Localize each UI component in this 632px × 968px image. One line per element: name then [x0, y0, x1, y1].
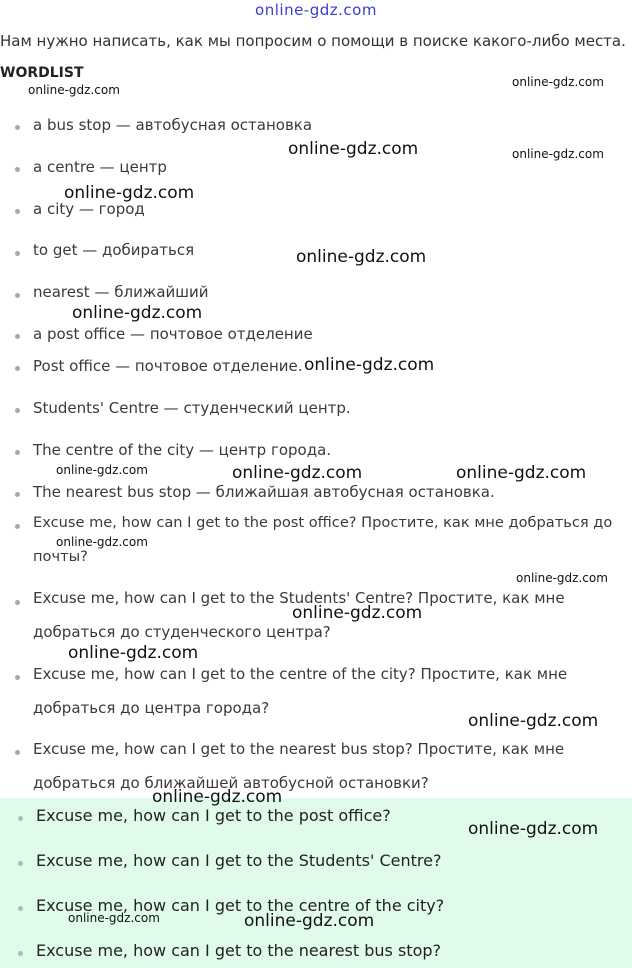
list-item: a centre — центр	[33, 158, 167, 176]
list-item: a city — город	[33, 200, 145, 218]
watermark: online-gdz.com	[296, 247, 427, 267]
watermark: online-gdz.com	[288, 139, 419, 159]
list-item: Excuse me, how can I get to the centre of the city? Простите, как мне добраться до центра города?	[33, 665, 568, 717]
wordlist-title: WORDLIST	[0, 65, 84, 81]
watermark: online-gdz.com	[512, 75, 604, 89]
list-item: Students' Centre — студенческий центр.	[33, 399, 351, 417]
list-item: The centre of the city — центр города.	[33, 441, 332, 459]
bullet	[15, 524, 20, 529]
bullet	[18, 951, 23, 956]
bullet	[18, 816, 23, 821]
watermark: online-gdz.com	[56, 463, 148, 477]
list-item: a post office — почтовое отделение	[33, 325, 313, 343]
bullet	[15, 600, 20, 605]
list-item: nearest — ближайший	[33, 283, 209, 301]
bullet	[15, 408, 20, 413]
watermark: online-gdz.com	[232, 463, 363, 483]
intro-text: Нам нужно написать, как мы попросим о помощи в поиске какого-либо места.	[0, 32, 626, 50]
watermark: online-gdz.com	[56, 535, 148, 549]
watermark: online-gdz.com	[72, 303, 203, 323]
bullet	[15, 450, 20, 455]
bullet	[15, 293, 20, 298]
bullet	[15, 675, 20, 680]
watermark: online-gdz.com	[68, 643, 199, 663]
list-item: a bus stop — автобусная остановка	[33, 116, 313, 134]
watermark: online-gdz.com	[456, 463, 587, 483]
bullet	[18, 861, 23, 866]
bullet	[15, 251, 20, 256]
watermark: online-gdz.com	[304, 355, 435, 375]
watermark: online-gdz.com	[28, 83, 120, 97]
answer-line: Excuse me, how can I get to the nearest bus stop?	[36, 941, 442, 960]
list-item: Excuse me, how can I get to the Students' Centre? Простите, как мне добраться до студенческого центра?	[33, 589, 565, 641]
bullet	[15, 492, 20, 497]
watermark: online-gdz.com	[512, 147, 604, 161]
bullet	[15, 125, 20, 130]
answer-line: Excuse me, how can I get to the post office?	[36, 806, 391, 825]
watermark: online-gdz.com	[292, 603, 423, 623]
bullet	[18, 906, 23, 911]
bullet	[15, 209, 20, 214]
watermark: online-gdz.com	[468, 819, 599, 839]
bullet	[15, 366, 20, 371]
answer-line: Excuse me, how can I get to the Students' Centre?	[36, 851, 442, 870]
list-item: Excuse me, how can I get to the post office? Простите, как мне добраться до почты?	[33, 514, 613, 565]
list-item: to get — добираться	[33, 241, 195, 259]
watermark: online-gdz.com	[152, 787, 283, 807]
watermark: online-gdz.com	[468, 711, 599, 731]
watermark: online-gdz.com	[244, 911, 375, 931]
watermark: online-gdz.com	[68, 911, 160, 925]
list-item: Post office — почтовое отделение.	[33, 357, 303, 375]
bullet	[15, 750, 20, 755]
bullet	[15, 334, 20, 339]
bullet	[15, 167, 20, 172]
site-header: online-gdz.com	[255, 1, 377, 19]
watermark: online-gdz.com	[516, 571, 608, 585]
watermark: online-gdz.com	[64, 183, 195, 203]
list-item: The nearest bus stop — ближайшая автобусная остановка.	[33, 483, 495, 501]
list-item: Excuse me, how can I get to the nearest bus stop? Простите, как мне добраться до ближайшей автобусной остановки?	[33, 740, 565, 792]
answer-line: Excuse me, how can I get to the centre of the city?	[36, 896, 445, 915]
